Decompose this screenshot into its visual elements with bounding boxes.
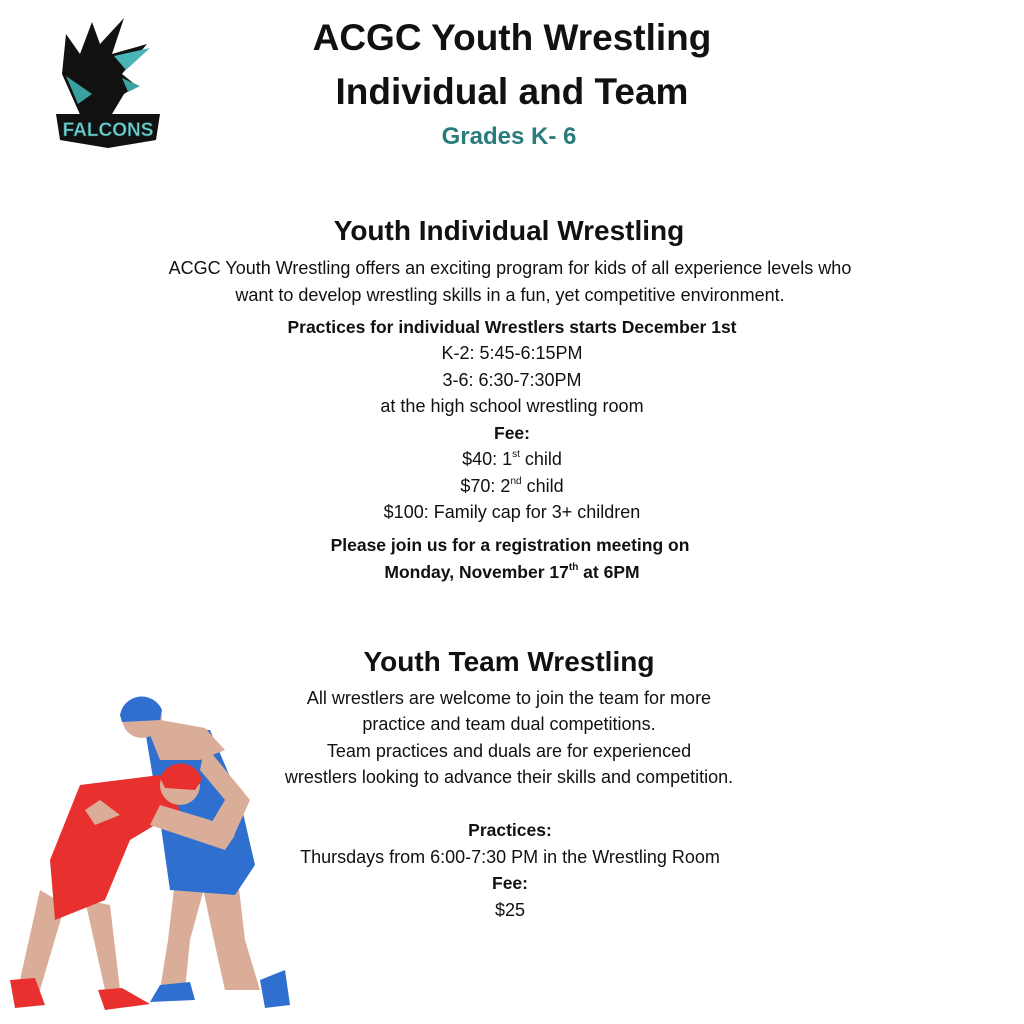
team-line-2: practice and team dual competitions. [362,714,656,734]
fee-first-child: $40: 1st child [462,449,562,469]
individual-heading: Youth Individual Wrestling [333,215,685,246]
page-subtitle: Individual and Team [335,71,689,112]
team-line-3: Team practices and duals are for experienced [326,741,692,761]
team-line-4: wrestlers looking to advance their skills and competition. [284,767,734,787]
meeting-line-2: Monday, November 17th at 6PM [384,562,640,582]
team-practices-label: Practices: [468,820,552,840]
team-practices-value: Thursdays from 6:00-7:30 PM in the Wrestling Room [300,847,720,867]
team-line-1: All wrestlers are welcome to join the team for more [306,688,712,708]
team-fee-value: $25 [494,900,526,920]
wrestlers-illustration [10,690,300,1015]
team-fee-label: Fee: [492,873,528,893]
page-title: ACGC Youth Wrestling [312,17,712,58]
logo-text: FALCONS [62,120,154,141]
fee-label: Fee: [494,423,530,443]
individual-intro-2: want to develop wrestling skills in a fun, yet competitive environment. [235,285,785,305]
practice-location: at the high school wrestling room [380,396,644,416]
individual-intro-1: ACGC Youth Wrestling offers an exciting program for kids of all experience levels who [168,258,852,278]
fee-second-child: $70: 2nd child [460,476,564,496]
practices-heading: Practices for individual Wrestlers starts December 1st [287,317,737,337]
grades-label: Grades K- 6 [441,123,577,150]
fee-family-cap: $100: Family cap for 3+ children [383,502,641,522]
schedule-3-6: 3-6: 6:30-7:30PM [442,370,582,390]
team-heading: Youth Team Wrestling [363,646,655,677]
schedule-k2: K-2: 5:45-6:15PM [441,343,583,363]
meeting-line-1: Please join us for a registration meeting on [330,535,690,555]
